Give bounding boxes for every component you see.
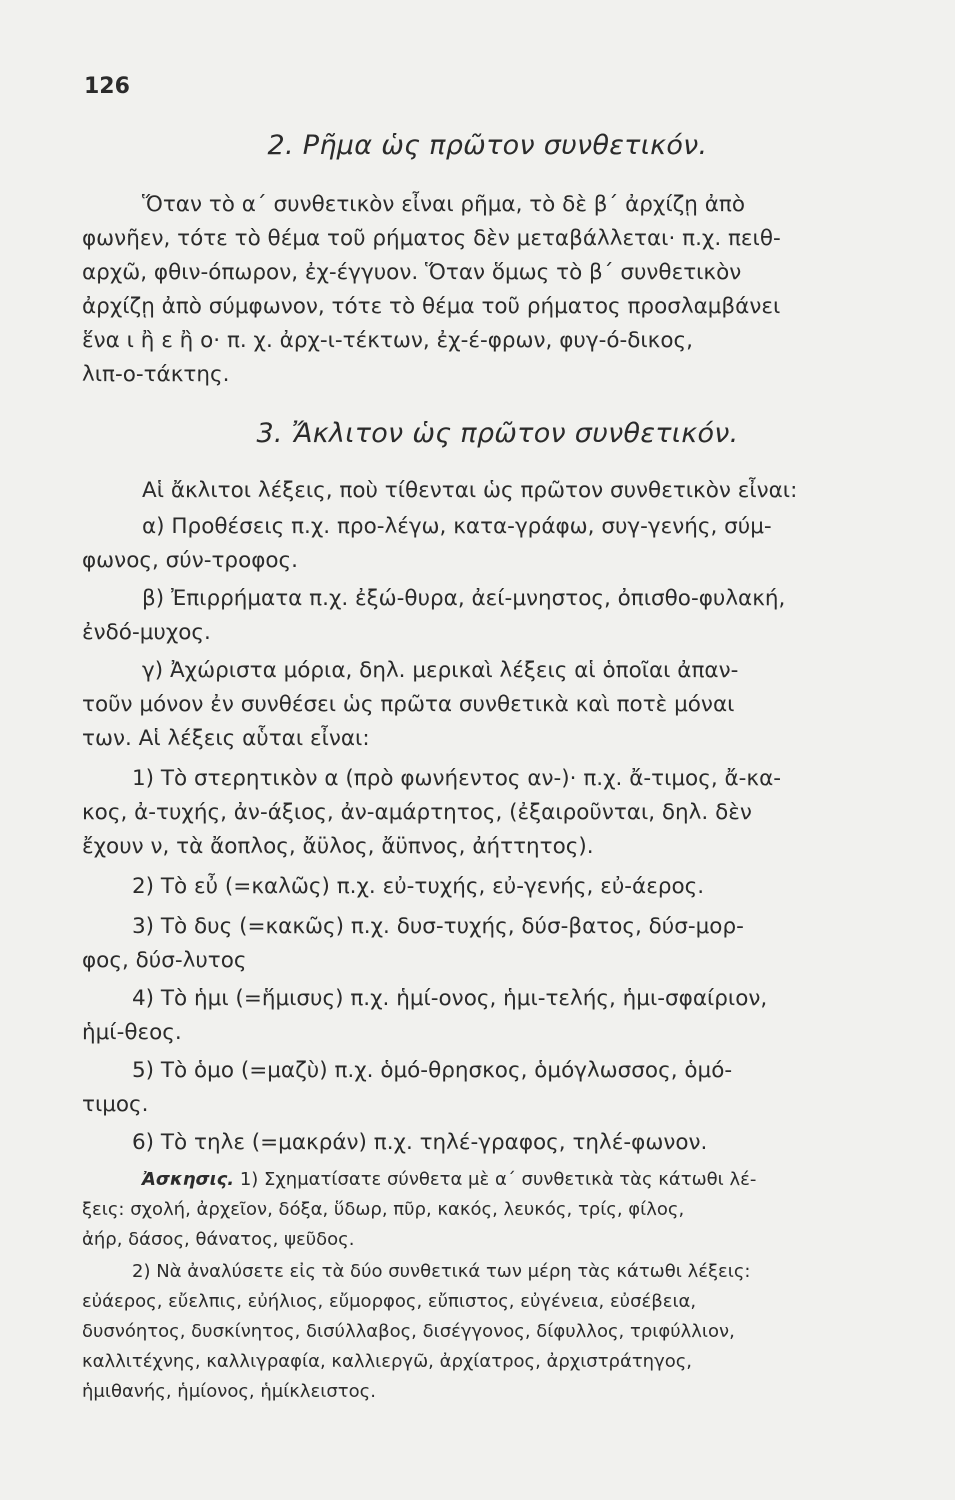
body-line: β) Ἐπιρρήματα π.χ. ἐξώ-θυρα, ἀεί-μνηστος, ὀπισθο-φυλακή,	[142, 586, 786, 611]
section-2-heading: 2. Ρῆμα ὡς πρῶτον συνθετικόν.	[267, 130, 708, 161]
body-line: ἕνα ι ἢ ε ἢ ο· π. χ. ἀρχ-ι-τέκτων, ἐχ-έ-φρων, φυγ-ό-δικος,	[82, 328, 693, 353]
body-line: 6) Τὸ τηλε (=μακράν) π.χ. τηλέ-γραφος, τηλέ-φωνον.	[132, 1130, 708, 1155]
body-line: κος, ἀ-τυχής, ἀν-άξιος, ἀν-αμάρτητος, (ἐξαιροῦνται, δηλ. δὲν	[82, 800, 752, 825]
section-3-body	[82, 474, 877, 1154]
body-line: των. Αἱ λέξεις αὗται εἶναι:	[82, 726, 370, 751]
exercise-line: 2) Νὰ ἀναλύσετε εἰς τὰ δύο συνθετικά των μέρη τὰς κάτωθι λέξεις:	[132, 1261, 751, 1282]
body-line: φος, δύσ-λυτος	[82, 948, 247, 973]
body-line: τοῦν μόνον ἐν συνθέσει ὡς πρῶτα συνθετικὰ καὶ ποτὲ μόναι	[82, 692, 735, 717]
exercise-line: ἡμιθανής, ἡμίονος, ἡμίκλειστος.	[82, 1381, 376, 1402]
body-line: 5) Τὸ ὁμο (=μαζὺ) π.χ. ὁμό-θρησκος, ὁμόγλωσσος, ὁμό-	[132, 1058, 733, 1083]
exercise-line: καλλιτέχνης, καλλιγραφία, καλλιεργῶ, ἀρχίατρος, ἀρχιστράτηγος,	[82, 1351, 693, 1372]
body-line: ἐνδό-μυχος.	[82, 620, 211, 645]
body-line: φωνῆεν, τότε τὸ θέμα τοῦ ρήματος δὲν μεταβάλλεται· π.χ. πειθ-	[82, 226, 781, 251]
exercise-line: ἀήρ, δάσος, θάνατος, ψεῦδος.	[82, 1229, 355, 1250]
exercise-label: Ἀσκησις.	[142, 1169, 235, 1190]
section-2-body	[82, 188, 877, 398]
exercise-line	[82, 1166, 877, 1194]
section-3-heading: 3. Ἄκλιτον ὡς πρῶτον συνθετικόν.	[256, 418, 739, 449]
body-line: τιμος.	[82, 1092, 149, 1117]
body-line: 4) Τὸ ἡμι (=ἥμισυς) π.χ. ἡμί-ονος, ἡμι-τελής, ἡμι-σφαίριον,	[132, 986, 768, 1011]
body-line: ἔχουν ν, τὰ ἄοπλος, ἄϋλος, ἄϋπνος, ἀήττητος).	[82, 834, 594, 859]
body-line: α) Προθέσεις π.χ. προ-λέγω, κατα-γράφω, συγ-γενής, σύμ-	[142, 514, 772, 539]
body-line: αρχῶ, φθιν-όπωρον, ἐχ-έγγυον. Ὅταν ὅμως τὸ β΄ συνθετικὸν	[82, 260, 742, 285]
body-line: 1) Τὸ στερητικὸν α (πρὸ φωνήεντος αν-)· π.χ. ἄ-τιμος, ἄ-κα-	[132, 766, 782, 791]
exercises-block	[82, 1166, 877, 1406]
body-line: λιπ-ο-τάκτης.	[82, 362, 230, 387]
page-number: 126	[84, 74, 130, 99]
body-line: 2) Τὸ εὖ (=καλῶς) π.χ. εὐ-τυχής, εὐ-γενής, εὐ-άερος.	[132, 874, 705, 899]
exercise-line: δυσνόητος, δυσκίνητος, δισύλλαβος, δισέγγονος, δίφυλλος, τριφύλλιον,	[82, 1321, 735, 1342]
body-line: ἀρχίζῃ ἀπὸ σύμφωνον, τότε τὸ θέμα τοῦ ρήματος προσλαμβάνει	[82, 294, 781, 319]
body-line: 3) Τὸ δυς (=κακῶς) π.χ. δυσ-τυχής, δύσ-βατος, δύσ-μορ-	[132, 914, 744, 939]
exercise-text: 1) Σχηματίσατε σύνθετα μὲ α΄ συνθετικὰ τὰς κάτωθι λέ-	[239, 1169, 757, 1190]
body-line: φωνος, σύν-τροφος.	[82, 548, 299, 573]
body-line: γ) Ἀχώριστα μόρια, δηλ. μερικαὶ λέξεις αἱ ὁποῖαι ἀπαν-	[142, 658, 739, 683]
body-line: ἡμί-θεος.	[82, 1020, 182, 1045]
body-line: Αἱ ἄκλιτοι λέξεις, ποὺ τίθενται ὡς πρῶτον συνθετικὸν εἶναι:	[142, 478, 798, 503]
body-line: Ὅταν τὸ α΄ συνθετικὸν εἶναι ρῆμα, τὸ δὲ β΄ ἀρχίζῃ ἀπὸ	[142, 192, 746, 217]
exercise-line: εὐάερος, εὔελπις, εὐήλιος, εὔμορφος, εὔπιστος, εὐγένεια, εὐσέβεια,	[82, 1291, 697, 1312]
exercise-line: ξεις: σχολή, ἀρχεῖον, δόξα, ὕδωρ, πῦρ, κακός, λευκός, τρίς, φίλος,	[82, 1199, 685, 1220]
